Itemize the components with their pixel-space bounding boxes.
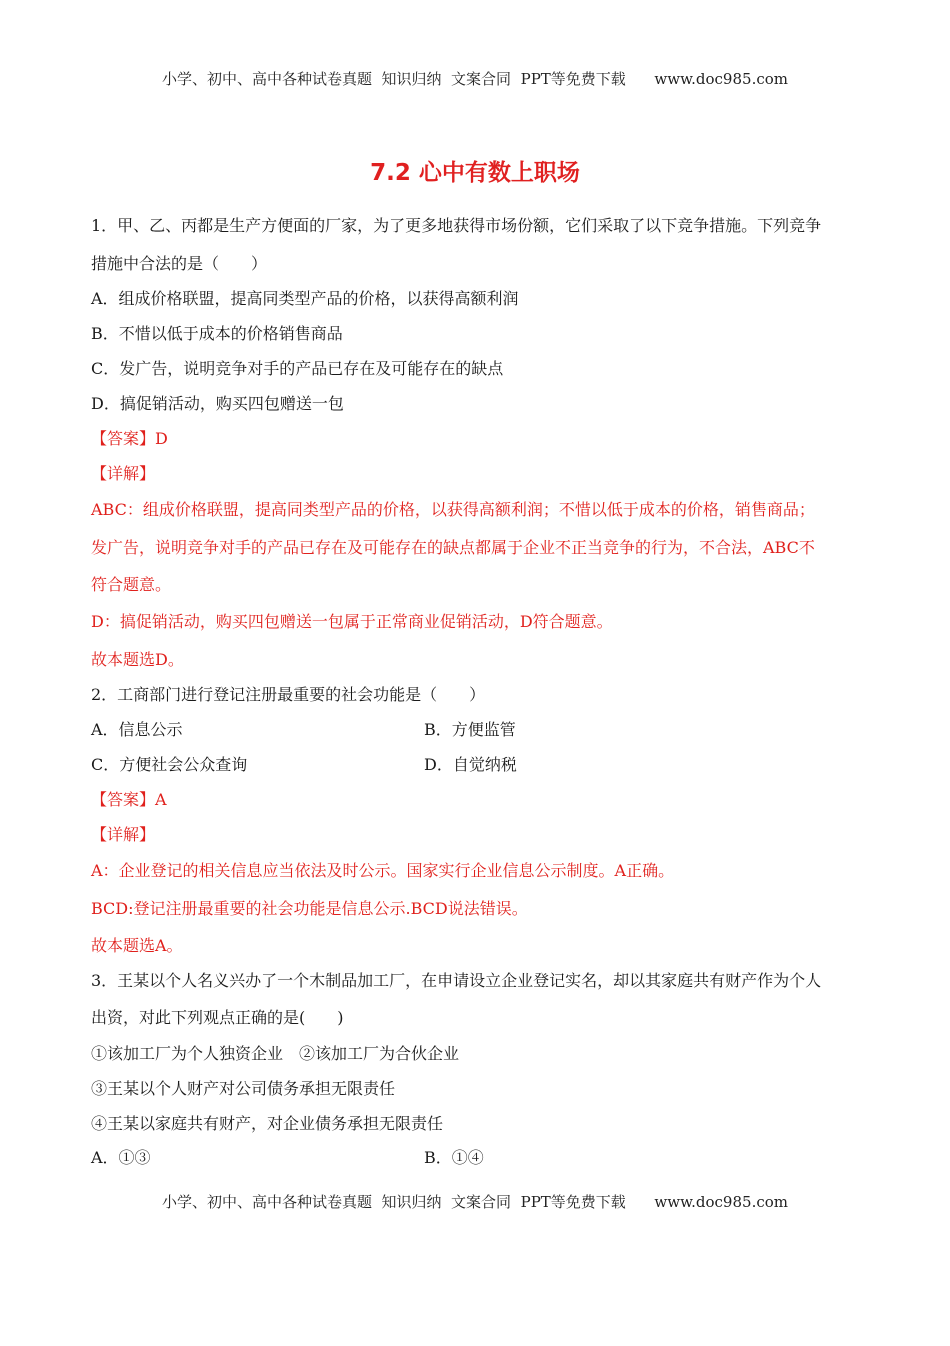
q3-stem-line1: 3．王某以个人名义兴办了一个木制品加工厂，在申请设立企业登记实名，却以其家庭共有财产作为个人 (91, 971, 822, 990)
q1-option-d: D．搞促销活动，购买四包赠送一包 (91, 394, 344, 413)
q3-statement-1-2: ①该加工厂为个人独资企业 ②该加工厂为合伙企业 (91, 1044, 460, 1063)
q3-statement-3: ③王某以个人财产对公司债务承担无限责任 (91, 1079, 396, 1098)
q2-option-a: A．信息公示 (91, 720, 183, 739)
q1-detail-line2: 发广告，说明竞争对手的产品已存在及可能存在的缺点都属于企业不正当竞争的行为，不合法，ABC不 (91, 538, 815, 557)
q1-detail-label: 【详解】 (91, 464, 156, 483)
page-title: 7.2 心中有数上职场 (370, 160, 580, 186)
q3-stem-line2: 出资，对此下列观点正确的是( ) (91, 1008, 344, 1027)
q2-detail-line1: A：企业登记的相关信息应当依法及时公示。国家实行企业信息公示制度。A正确。 (91, 861, 675, 880)
q1-answer: 【答案】D (91, 429, 168, 448)
q1-option-c: C．发广告，说明竞争对手的产品已存在及可能存在的缺点 (91, 359, 504, 378)
page-footer: 小学、初中、高中各种试卷真题 知识归纳 文案合同 PPT等免费下载 www.doc985.com (161, 1193, 788, 1211)
q1-stem-line2: 措施中合法的是（ ） (91, 254, 268, 273)
q3-option-a: A．①③ (91, 1148, 151, 1167)
q1-detail-line4: D：搞促销活动，购买四包赠送一包属于正常商业促销活动，D符合题意。 (91, 612, 613, 631)
q2-answer: 【答案】A (91, 790, 167, 809)
q2-option-b: B．方便监管 (424, 720, 516, 739)
q3-statement-4: ④王某以家庭共有财产，对企业债务承担无限责任 (91, 1114, 444, 1133)
q2-stem: 2．工商部门进行登记注册最重要的社会功能是（ ） (91, 685, 486, 704)
page-header: 小学、初中、高中各种试卷真题 知识归纳 文案合同 PPT等免费下载 www.doc985.com (161, 70, 788, 88)
q1-option-a: A．组成价格联盟，提高同类型产品的价格，以获得高额利润 (91, 289, 519, 308)
q2-detail-line2: BCD:登记注册最重要的社会功能是信息公示.BCD说法错误。 (91, 899, 528, 918)
q1-detail-line5: 故本题选D。 (91, 650, 184, 669)
q2-option-c: C．方便社会公众查询 (91, 755, 248, 774)
q3-option-b: B．①④ (424, 1148, 484, 1167)
q2-detail-line3: 故本题选A。 (91, 936, 183, 955)
q1-detail-line3: 符合题意。 (91, 575, 172, 594)
q2-detail-label: 【详解】 (91, 825, 156, 844)
q2-option-d: D．自觉纳税 (424, 755, 517, 774)
q1-option-b: B．不惜以低于成本的价格销售商品 (91, 324, 343, 343)
q1-stem-line1: 1．甲、乙、丙都是生产方便面的厂家，为了更多地获得市场份额，它们采取了以下竞争措施。下列竞争 (91, 216, 822, 235)
q1-detail-line1: ABC：组成价格联盟，提高同类型产品的价格，以获得高额利润；不惜以低于成本的价格，销售商品； (91, 500, 815, 519)
